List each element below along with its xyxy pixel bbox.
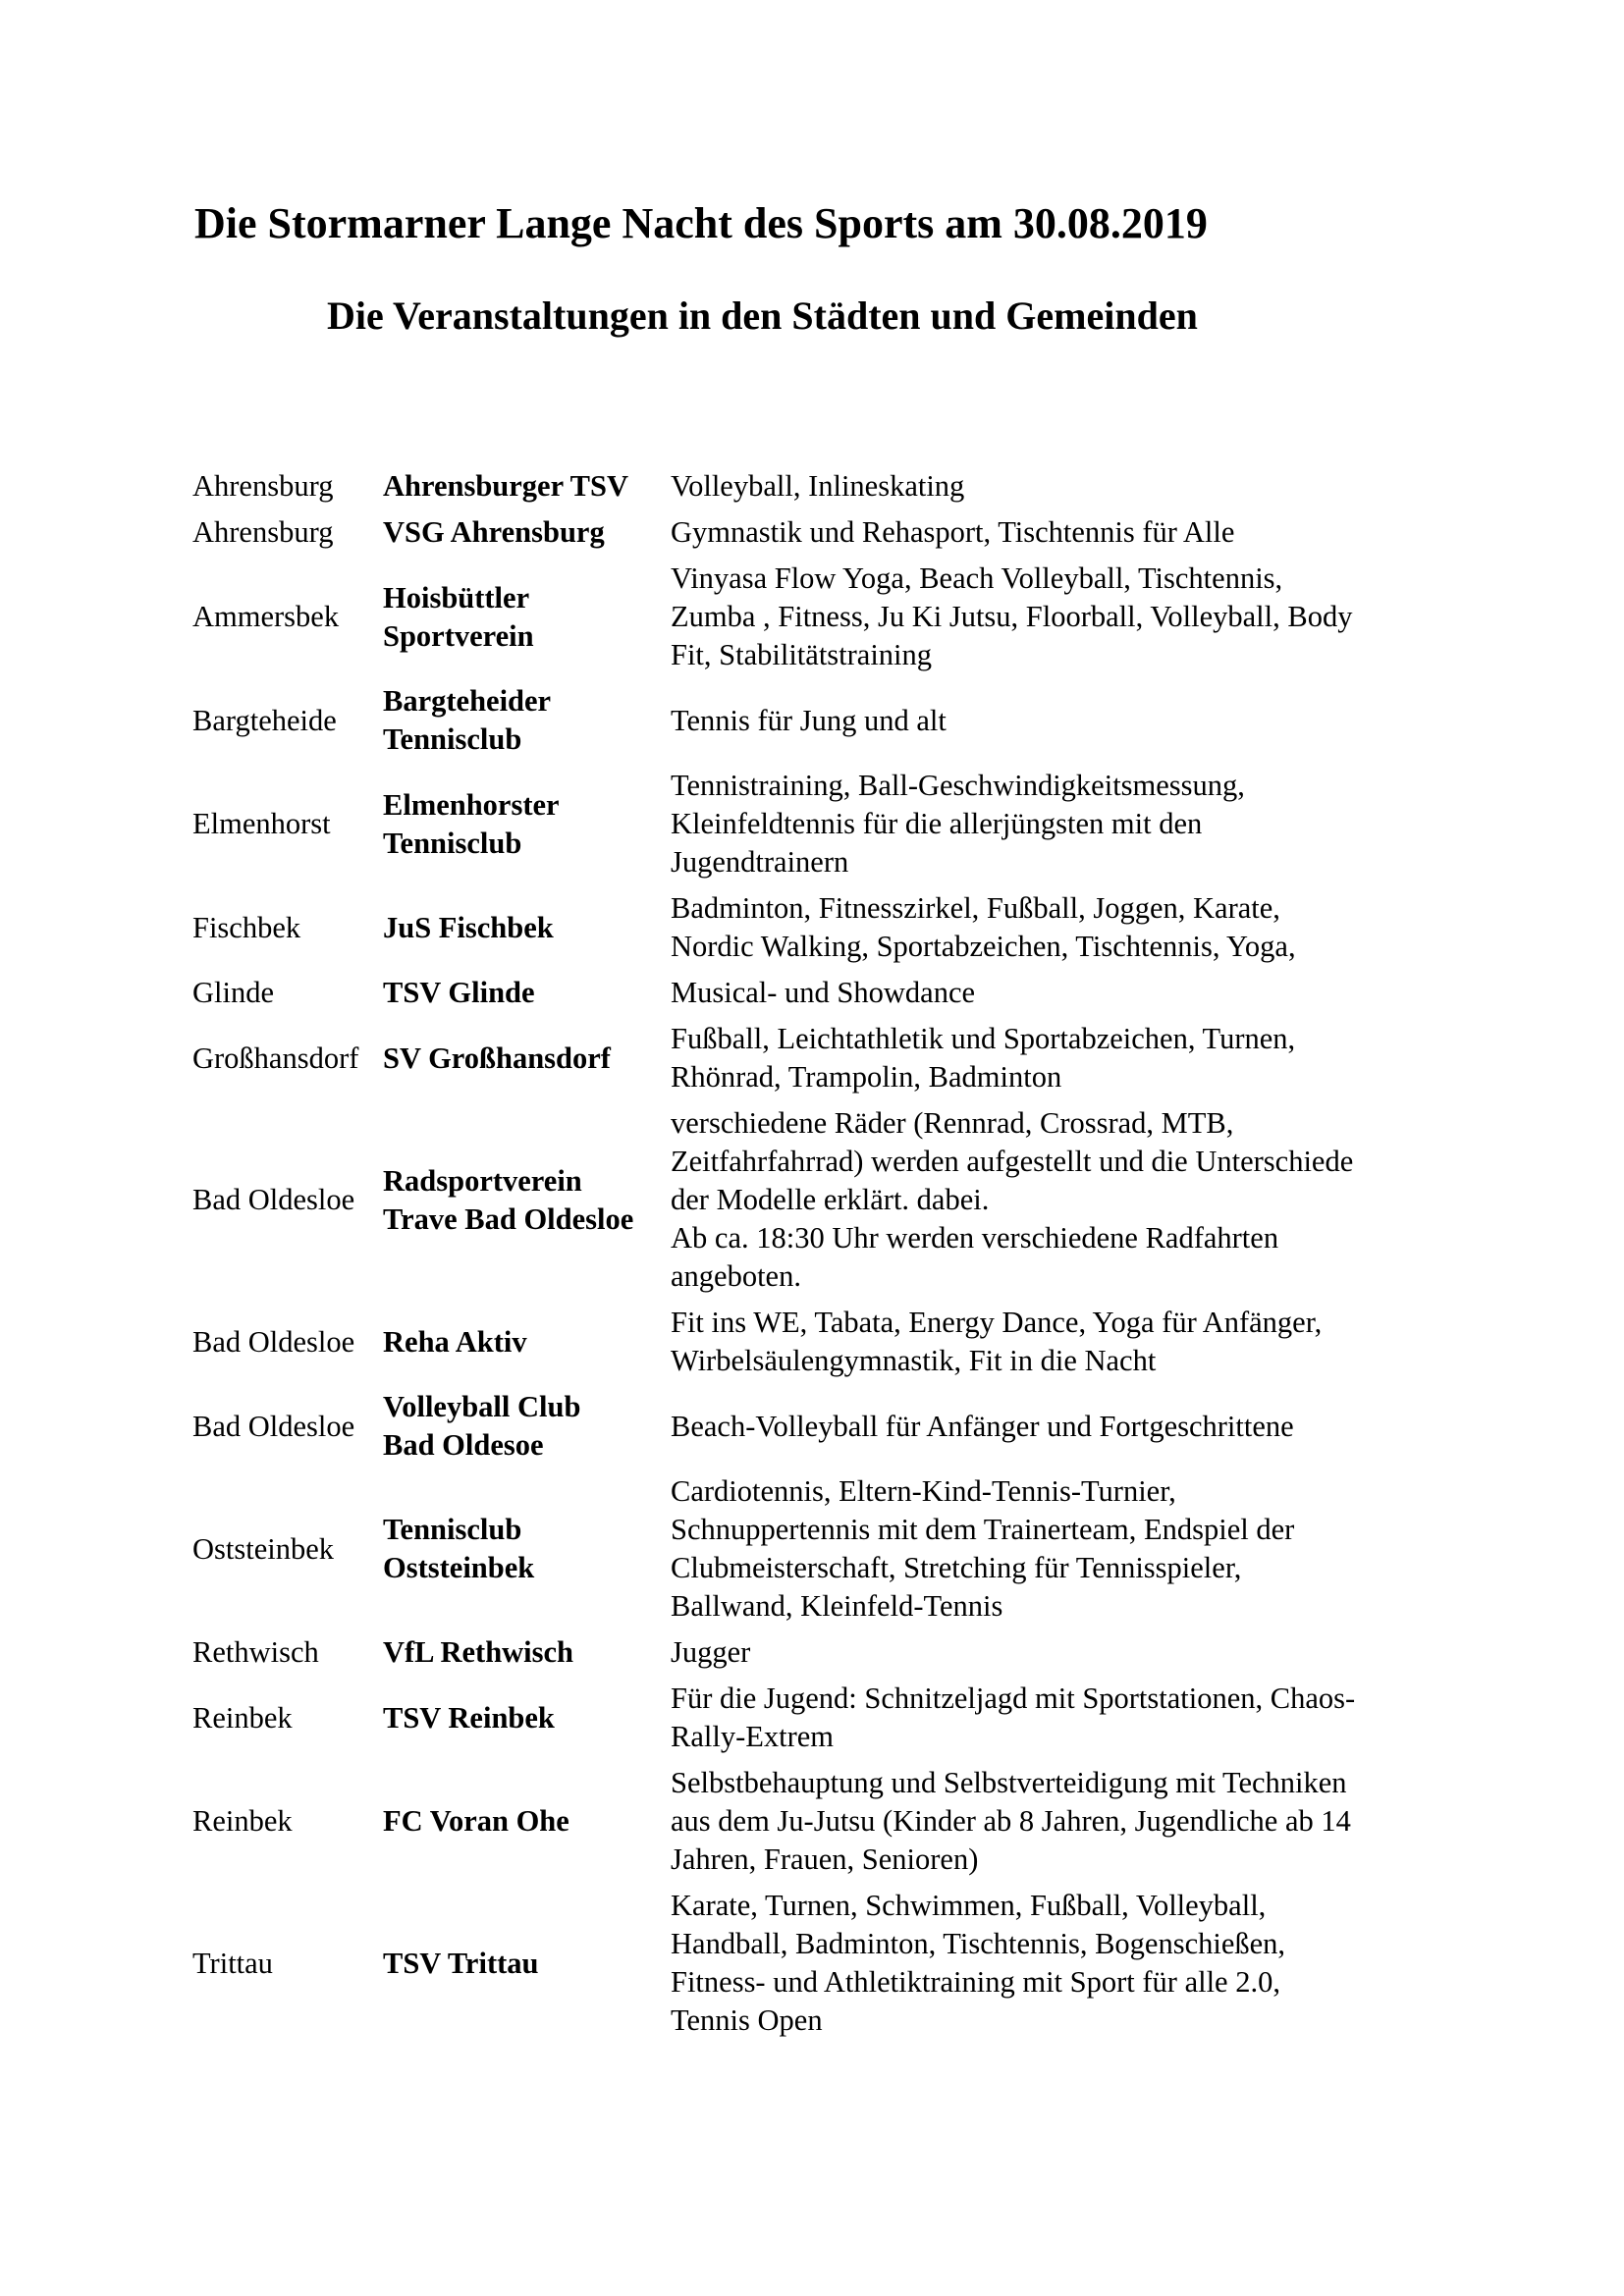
town-cell: Großhansdorf bbox=[192, 1041, 359, 1075]
activities-cell bbox=[671, 1016, 1449, 1100]
activities-cell bbox=[671, 970, 1449, 1016]
activity-line: Tennis für Jung und alt bbox=[671, 703, 947, 737]
activities-cell bbox=[671, 509, 1449, 556]
club-name-line: SV Großhansdorf bbox=[383, 1041, 611, 1075]
club-cell bbox=[383, 1676, 671, 1760]
club-name-line: TSV Reinbek bbox=[383, 1700, 555, 1735]
club-name-line: FC Voran Ohe bbox=[383, 1804, 569, 1838]
club-cell bbox=[383, 1883, 671, 2044]
club-cell bbox=[383, 678, 671, 763]
club-name-line: Tennisclub bbox=[383, 1513, 522, 1546]
activity-line: Fußball, Leichtathletik und Sportabzeichen, Turnen, bbox=[671, 1022, 1296, 1055]
table-row bbox=[192, 1016, 1449, 1100]
activities-cell bbox=[671, 1629, 1449, 1676]
town-cell: Elmenhorst bbox=[192, 807, 331, 840]
table-row bbox=[192, 1300, 1449, 1384]
club-cell bbox=[383, 509, 671, 556]
activity-line: Fitness- und Athletiktraining mit Sport für alle 2.0, bbox=[671, 1965, 1280, 1999]
club-name-line: Bad Oldesoe bbox=[383, 1428, 544, 1462]
club-cell bbox=[383, 1100, 671, 1300]
town-cell: Reinbek bbox=[192, 1804, 293, 1838]
club-name-line: Elmenhorster bbox=[383, 787, 560, 822]
activity-line: angeboten. bbox=[671, 1259, 801, 1293]
activity-line: Tennis Open bbox=[671, 2003, 823, 2037]
activity-line: Musical- und Showdance bbox=[671, 976, 976, 1009]
activity-line: Jugendtrainern bbox=[671, 845, 849, 879]
club-name-line: Bargteheider bbox=[383, 684, 552, 718]
table-row bbox=[192, 970, 1449, 1016]
table-row bbox=[192, 1384, 1449, 1468]
town-cell: Reinbek bbox=[192, 1700, 293, 1735]
table-row bbox=[192, 463, 1449, 509]
activity-line: Gymnastik und Rehasport, Tischtennis für Alle bbox=[671, 515, 1235, 549]
activities-cell bbox=[671, 556, 1449, 678]
activity-line: Clubmeisterschaft, Stretching für Tennisspieler, bbox=[671, 1551, 1242, 1584]
activity-line: Rhönrad, Trampolin, Badminton bbox=[671, 1060, 1062, 1094]
club-cell bbox=[383, 970, 671, 1016]
activities-cell bbox=[671, 1676, 1449, 1760]
club-name-line: VfL Rethwisch bbox=[383, 1635, 574, 1669]
club-name-line: Ahrensburger TSV bbox=[383, 469, 628, 503]
activity-line: Rally-Extrem bbox=[671, 1720, 835, 1753]
activities-cell bbox=[671, 885, 1449, 970]
activity-line: Jahren, Frauen, Senioren) bbox=[671, 1842, 979, 1876]
town-cell: Bad Oldesloe bbox=[192, 1183, 355, 1216]
club-name-line: Tennisclub bbox=[383, 826, 522, 860]
activity-line: Karate, Turnen, Schwimmen, Fußball, Volleyball, bbox=[671, 1889, 1267, 1922]
club-name-line: Radsportverein bbox=[383, 1163, 582, 1198]
activity-line: Fit ins WE, Tabata, Energy Dance, Yoga für Anfänger, bbox=[671, 1306, 1323, 1339]
club-name-line: Trave Bad Oldesloe bbox=[383, 1201, 634, 1236]
table-row bbox=[192, 1100, 1449, 1300]
events-table-body bbox=[192, 463, 1449, 2044]
activity-line: Jugger bbox=[671, 1635, 751, 1669]
club-cell bbox=[383, 1016, 671, 1100]
activities-cell bbox=[671, 1100, 1449, 1300]
club-name-line: TSV Trittau bbox=[383, 1946, 539, 1980]
town-cell: Bad Oldesloe bbox=[192, 1409, 355, 1443]
club-cell bbox=[383, 463, 671, 509]
table-row bbox=[192, 509, 1449, 556]
club-cell bbox=[383, 1468, 671, 1629]
table-row bbox=[192, 678, 1449, 763]
activity-line: Ab ca. 18:30 Uhr werden verschiedene Radfahrten bbox=[671, 1221, 1279, 1255]
club-name-line: Reha Aktiv bbox=[383, 1324, 527, 1359]
town-cell: Ahrensburg bbox=[192, 469, 334, 503]
activities-cell bbox=[671, 678, 1449, 763]
activity-line: verschiedene Räder (Rennrad, Crossrad, MTB, bbox=[671, 1106, 1234, 1140]
club-name-line: Volleyball Club bbox=[383, 1390, 581, 1423]
activity-line: Schnuppertennis mit dem Trainerteam, Endspiel der bbox=[671, 1513, 1295, 1546]
activities-cell bbox=[671, 1468, 1449, 1629]
table-row bbox=[192, 1883, 1449, 2044]
club-name-line: VSG Ahrensburg bbox=[383, 515, 605, 549]
club-cell bbox=[383, 1760, 671, 1883]
club-name-line: Hoisbüttler bbox=[383, 580, 530, 614]
activity-line: Nordic Walking, Sportabzeichen, Tischtennis, Yoga, bbox=[671, 930, 1296, 963]
club-name-line: Oststeinbek bbox=[383, 1551, 535, 1584]
club-name-line: TSV Glinde bbox=[383, 976, 535, 1009]
activities-cell bbox=[671, 1384, 1449, 1468]
club-name-line: Tennisclub bbox=[383, 722, 522, 756]
club-cell bbox=[383, 1629, 671, 1676]
table-row bbox=[192, 1760, 1449, 1883]
town-cell: Trittau bbox=[192, 1946, 273, 1980]
club-cell bbox=[383, 1300, 671, 1384]
activity-line: Beach-Volleyball für Anfänger und Fortgeschrittene bbox=[671, 1409, 1294, 1443]
table-row bbox=[192, 556, 1449, 678]
activity-line: Vinyasa Flow Yoga, Beach Volleyball, Tischtennis, bbox=[671, 561, 1283, 595]
activities-cell bbox=[671, 1760, 1449, 1883]
page-title: Die Stormarner Lange Nacht des Sports am 30.08.2019 bbox=[194, 199, 1208, 247]
page-subtitle: Die Veranstaltungen in den Städten und Gemeinden bbox=[327, 294, 1198, 338]
activities-cell bbox=[671, 1300, 1449, 1384]
activity-line: Handball, Badminton, Tischtennis, Bogenschießen, bbox=[671, 1927, 1286, 1960]
town-cell: Rethwisch bbox=[192, 1635, 319, 1669]
activities-cell bbox=[671, 463, 1449, 509]
activity-line: Fit, Stabilitätstraining bbox=[671, 638, 933, 671]
table-row bbox=[192, 763, 1449, 885]
activity-line: Zumba , Fitness, Ju Ki Jutsu, Floorball, Volleyball, Body bbox=[671, 600, 1353, 633]
activity-line: Selbstbehauptung und Selbstverteidigung mit Techniken bbox=[671, 1766, 1347, 1799]
table-row bbox=[192, 1468, 1449, 1629]
activities-cell bbox=[671, 1883, 1449, 2044]
town-cell: Bad Oldesloe bbox=[192, 1324, 355, 1359]
table-row bbox=[192, 1629, 1449, 1676]
town-cell: Fischbek bbox=[192, 910, 301, 944]
activity-line: Zeitfahrfahrrad) werden aufgestellt und die Unterschiede bbox=[671, 1145, 1354, 1178]
town-cell: Glinde bbox=[192, 976, 275, 1009]
events-table bbox=[192, 463, 1449, 2044]
activity-line: Badminton, Fitnesszirkel, Fußball, Joggen, Karate, bbox=[671, 891, 1280, 925]
town-cell: Ammersbek bbox=[192, 600, 340, 633]
table-row bbox=[192, 1676, 1449, 1760]
activity-line: Cardiotennis, Eltern-Kind-Tennis-Turnier, bbox=[671, 1474, 1176, 1508]
club-cell bbox=[383, 885, 671, 970]
activities-cell bbox=[671, 763, 1449, 885]
club-cell bbox=[383, 1384, 671, 1468]
table-row bbox=[192, 885, 1449, 970]
town-cell: Ahrensburg bbox=[192, 515, 334, 549]
town-cell: Bargteheide bbox=[192, 703, 337, 737]
activity-line: Volleyball, Inlineskating bbox=[671, 469, 965, 503]
activity-line: Für die Jugend: Schnitzeljagd mit Sportstationen, Chaos- bbox=[671, 1682, 1356, 1715]
activity-line: Ballwand, Kleinfeld-Tennis bbox=[671, 1589, 1003, 1623]
activity-line: der Modelle erklärt. dabei. bbox=[671, 1183, 990, 1216]
club-name-line: Sportverein bbox=[383, 618, 534, 653]
club-cell bbox=[383, 556, 671, 678]
town-cell: Oststeinbek bbox=[192, 1531, 335, 1566]
activity-line: aus dem Ju-Jutsu (Kinder ab 8 Jahren, Jugendliche ab 14 bbox=[671, 1804, 1351, 1838]
activity-line: Kleinfeldtennis für die allerjüngsten mit den bbox=[671, 807, 1203, 840]
club-name-line: JuS Fischbek bbox=[383, 910, 554, 944]
activity-line: Wirbelsäulengymnastik, Fit in die Nacht bbox=[671, 1344, 1157, 1377]
club-cell bbox=[383, 763, 671, 885]
activity-line: Tennistraining, Ball-Geschwindigkeitsmessung, bbox=[671, 769, 1245, 802]
